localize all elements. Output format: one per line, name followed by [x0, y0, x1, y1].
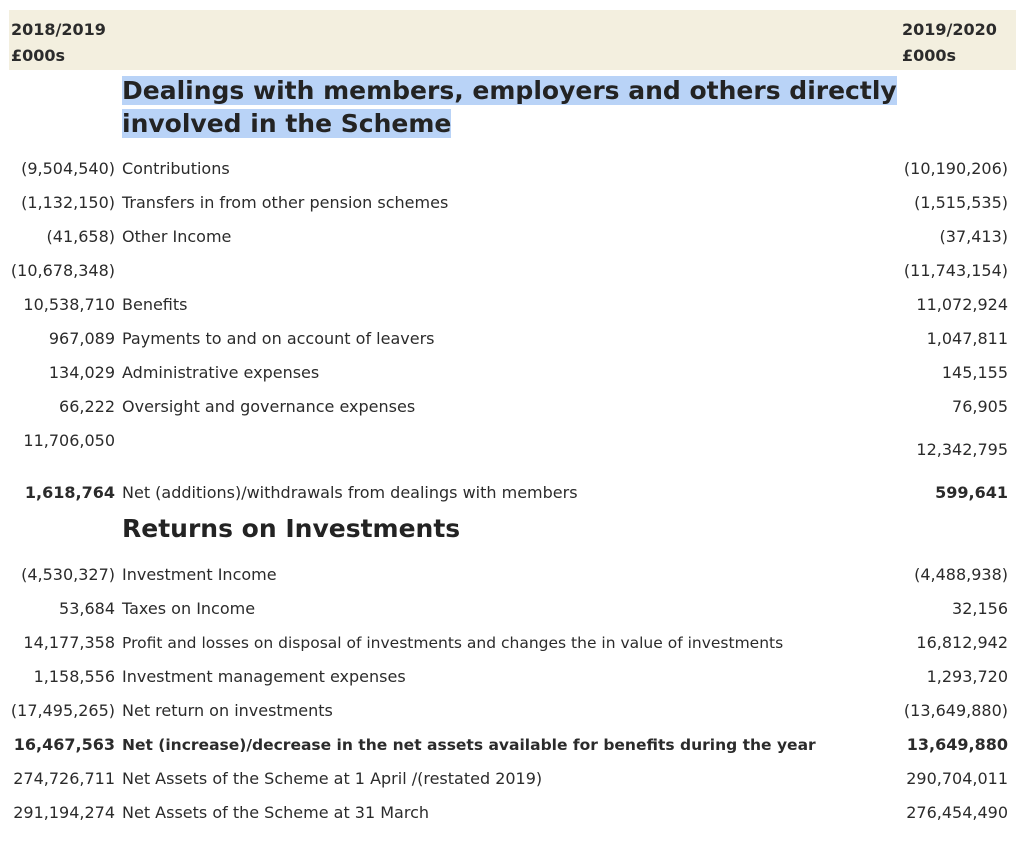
table-row [0, 767, 1024, 791]
section-title-dealings [122, 74, 897, 140]
table-row [0, 395, 1024, 419]
value-2018-2019: 10,538,710 [23, 295, 115, 314]
value-2018-2019: 134,029 [48, 363, 115, 382]
row-label: Administrative expenses [122, 363, 320, 382]
row-label: Other Income [122, 227, 232, 246]
table-row [0, 563, 1024, 587]
value-2018-2019: (17,495,265) [10, 701, 115, 720]
table-row [0, 191, 1024, 215]
column-header-2019-2020 [902, 17, 997, 69]
value-2018-2019: 53,684 [59, 599, 115, 618]
row-label: Net Assets of the Scheme at 31 March [122, 803, 430, 822]
row-label: Benefits [122, 295, 188, 314]
row-label: Profit and losses on disposal of investments and changes the in value of investments [122, 634, 784, 652]
table-row [0, 699, 1024, 723]
section-title-line: Dealings with members, employers and others directly [122, 76, 897, 105]
table-row [0, 631, 1024, 655]
value-2019-2020: 12,342,795 [916, 440, 1008, 459]
table-row [0, 801, 1024, 825]
value-2019-2020: 290,704,011 [906, 769, 1008, 788]
total-row [0, 481, 1024, 505]
table-row [0, 597, 1024, 621]
row-label: Net (increase)/decrease in the net assets available for benefits during the year [122, 736, 816, 754]
value-2019-2020: (1,515,535) [914, 193, 1008, 212]
row-label: Contributions [122, 159, 230, 178]
row-label: Investment management expenses [122, 667, 406, 686]
value-2018-2019: 14,177,358 [23, 633, 115, 652]
row-label: Net Assets of the Scheme at 1 April /(restated 2019) [122, 769, 543, 788]
value-2018-2019: 16,467,563 [13, 735, 115, 754]
row-label: Transfers in from other pension schemes [122, 193, 449, 212]
value-2018-2019: (1,132,150) [21, 193, 115, 212]
value-2018-2019: 291,194,274 [13, 803, 115, 822]
value-2019-2020: 16,812,942 [916, 633, 1008, 652]
value-2018-2019: (41,658) [46, 227, 115, 246]
table-row [0, 327, 1024, 351]
value-2019-2020: 145,155 [941, 363, 1008, 382]
header-unit: £000s [902, 46, 957, 65]
value-2018-2019: (9,504,540) [21, 159, 115, 178]
total-row [0, 733, 1024, 757]
header-year: 2018/2019 [11, 20, 106, 39]
section-title-returns [122, 512, 460, 545]
table-row [0, 225, 1024, 249]
value-2018-2019: 274,726,711 [13, 769, 115, 788]
subtotal-row [0, 259, 1024, 283]
value-2019-2020: 13,649,880 [906, 735, 1008, 754]
subtotal-row [0, 429, 1024, 459]
section-title-line: involved in the Scheme [122, 109, 452, 138]
row-label: Taxes on Income [122, 599, 256, 618]
value-2019-2020: 11,072,924 [916, 295, 1008, 314]
header-unit: £000s [11, 46, 66, 65]
row-label: Net (additions)/withdrawals from dealings with members [122, 483, 578, 502]
table-row [0, 293, 1024, 317]
value-2019-2020: 276,454,490 [906, 803, 1008, 822]
value-2019-2020: 76,905 [952, 397, 1008, 416]
value-2018-2019: (4,530,327) [21, 565, 115, 584]
row-label: Oversight and governance expenses [122, 397, 416, 416]
value-2018-2019: 1,618,764 [24, 483, 115, 502]
value-2018-2019: 967,089 [48, 329, 115, 348]
value-2019-2020: (4,488,938) [914, 565, 1008, 584]
table-row [0, 361, 1024, 385]
table-row [0, 665, 1024, 689]
value-2019-2020: 1,047,811 [926, 329, 1008, 348]
value-2019-2020: 32,156 [952, 599, 1008, 618]
section-title-line: Returns on Investments [122, 514, 461, 543]
value-2019-2020: (11,743,154) [903, 261, 1008, 280]
value-2019-2020: (13,649,880) [903, 701, 1008, 720]
value-2019-2020: 1,293,720 [926, 667, 1008, 686]
value-2018-2019: 66,222 [59, 397, 115, 416]
row-label: Payments to and on account of leavers [122, 329, 435, 348]
table-header [9, 10, 1016, 70]
row-label: Net return on investments [122, 701, 333, 720]
value-2019-2020: 599,641 [935, 483, 1008, 502]
value-2018-2019: 11,706,050 [23, 431, 115, 450]
value-2018-2019: 1,158,556 [33, 667, 115, 686]
value-2019-2020: (37,413) [939, 227, 1008, 246]
value-2018-2019: (10,678,348) [10, 261, 115, 280]
value-2019-2020: (10,190,206) [903, 159, 1008, 178]
row-label: Investment Income [122, 565, 277, 584]
table-row [0, 157, 1024, 181]
column-header-2018-2019 [11, 17, 106, 69]
header-year: 2019/2020 [902, 20, 997, 39]
